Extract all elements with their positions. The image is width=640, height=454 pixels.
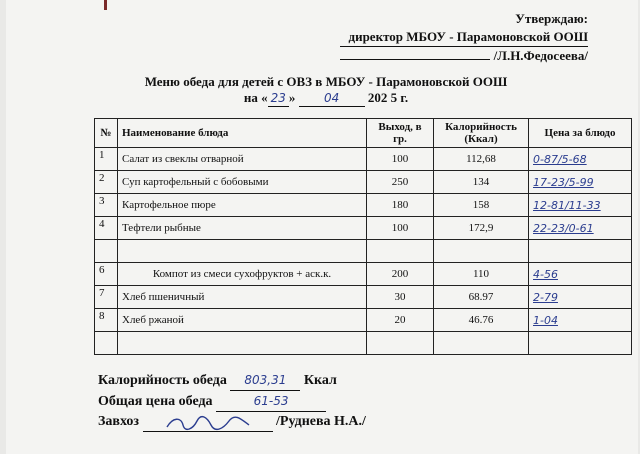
supply-label: Завхоз	[98, 414, 140, 429]
footer-total-price	[98, 391, 366, 412]
footer-calories	[98, 370, 366, 391]
menu-title: Меню обеда для детей с ОВЗ в МБОУ - Парамоновской ООШ	[144, 74, 508, 89]
col-num: №	[95, 119, 118, 148]
footer-supply	[98, 412, 366, 432]
table-row: 3 Картофельное пюре 180 158 12-81/11-33	[95, 194, 632, 217]
calories-label: Калорийность обеда	[98, 373, 227, 388]
col-kcal: Калорийность (Ккал)	[434, 119, 529, 148]
ink-mark	[104, 0, 107, 10]
handwritten-signature	[163, 415, 253, 431]
table-row: 1 Салат из свеклы отварной 100 112,68 0-87/5-68	[95, 148, 632, 171]
table-row: 8 Хлеб ржаной 20 46.76 1-04	[95, 309, 632, 332]
table-row	[95, 240, 632, 263]
calories-unit: Ккал	[303, 373, 337, 388]
total-price-label: Общая цена обеда	[98, 394, 213, 409]
col-yield: Выход, в гр.	[367, 119, 434, 148]
table-row: 2 Суп картофельный с бобовыми 250 134 17-23/5-99	[95, 171, 632, 194]
menu-date: на « 23 » 04 202 5 г.	[243, 90, 409, 105]
signature-blank	[340, 47, 490, 60]
approval-signature-line	[340, 47, 588, 65]
col-price: Цена за блюдо	[529, 119, 632, 148]
table-row: 7 Хлеб пшеничный 30 68.97 2-79	[95, 286, 632, 309]
date-year-suffix: г.	[400, 90, 409, 105]
supply-signature	[143, 415, 273, 432]
calories-value: 803,31	[230, 370, 300, 391]
total-price-value: 61-53	[216, 391, 326, 412]
table-row: 4 Тефтели рыбные 100 172,9 22-23/0-61	[95, 217, 632, 240]
approval-signature-name: /Л.Н.Федосеева/	[493, 48, 588, 63]
table-row	[95, 332, 632, 355]
date-year: 202 5	[367, 90, 398, 105]
supply-name: /Руднева Н.А./	[276, 414, 366, 429]
table-header-row	[95, 119, 632, 148]
date-day: 23	[268, 90, 289, 107]
approval-director: директор МБОУ - Парамоновской ООШ	[340, 28, 588, 47]
date-month: 04	[299, 90, 365, 107]
approval-title: Утверждаю:	[515, 11, 588, 26]
approval-block	[340, 10, 588, 65]
footer-block	[98, 370, 366, 432]
document-page	[6, 0, 638, 454]
menu-title-block	[6, 74, 640, 107]
menu-table	[94, 118, 632, 355]
col-name: Наименование блюда	[118, 119, 367, 148]
table-row: 6 Компот из смеси сухофруктов + аск.к. 200 110 4-56	[95, 263, 632, 286]
